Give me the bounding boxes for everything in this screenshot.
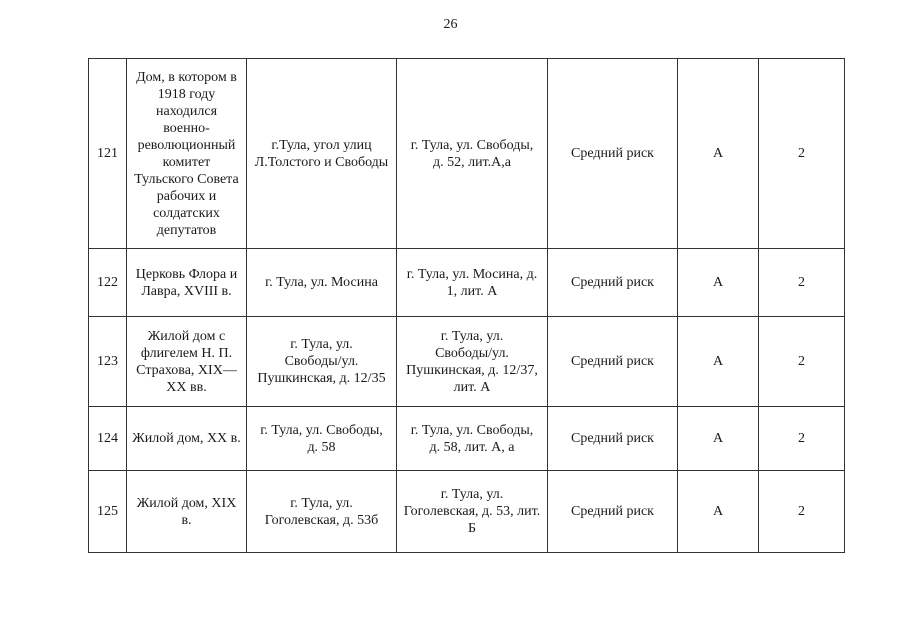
row-number: 122 <box>89 249 127 317</box>
risk-level: Средний риск <box>548 249 678 317</box>
period: 2 <box>759 249 845 317</box>
category: А <box>678 249 759 317</box>
object-name: Жилой дом, XIX в. <box>127 471 247 553</box>
heritage-objects-table <box>88 58 845 553</box>
risk-level: Средний риск <box>548 59 678 249</box>
object-name: Церковь Флора и Лавра, XVIII в. <box>127 249 247 317</box>
object-address: г. Тула, ул. Свободы/ул. Пушкинская, д. 12/37, лит. А <box>397 317 548 407</box>
table-row <box>89 407 845 471</box>
object-name: Жилой дом с флигелем Н. П. Страхова, XIX— XX вв. <box>127 317 247 407</box>
row-number: 123 <box>89 317 127 407</box>
category: А <box>678 317 759 407</box>
period: 2 <box>759 471 845 553</box>
object-location: г.Тула, угол улиц Л.Толстого и Свободы <box>247 59 397 249</box>
row-number: 125 <box>89 471 127 553</box>
page-number: 26 <box>443 17 458 32</box>
table-row <box>89 59 845 249</box>
table-row <box>89 471 845 553</box>
object-name: Жилой дом, XX в. <box>127 407 247 471</box>
risk-level: Средний риск <box>548 407 678 471</box>
period: 2 <box>759 59 845 249</box>
category: А <box>678 471 759 553</box>
object-location: г. Тула, ул. Мосина <box>247 249 397 317</box>
table-row <box>89 249 845 317</box>
category: А <box>678 407 759 471</box>
object-location: г. Тула, ул. Свободы/ул. Пушкинская, д. 12/35 <box>247 317 397 407</box>
object-location: г. Тула, ул. Гоголевская, д. 53б <box>247 471 397 553</box>
object-address: г. Тула, ул. Гоголевская, д. 53, лит. Б <box>397 471 548 553</box>
category: А <box>678 59 759 249</box>
object-address: г. Тула, ул. Свободы, д. 58, лит. А, а <box>397 407 548 471</box>
period: 2 <box>759 407 845 471</box>
object-address: г. Тула, ул. Свободы, д. 52, лит.А,а <box>397 59 548 249</box>
object-name: Дом, в котором в 1918 году находился военно- революционный комитет Тульского Совета рабочих и солдатских депутатов <box>127 59 247 249</box>
risk-level: Средний риск <box>548 471 678 553</box>
object-location: г. Тула, ул. Свободы, д. 58 <box>247 407 397 471</box>
object-address: г. Тула, ул. Мосина, д. 1, лит. А <box>397 249 548 317</box>
row-number: 121 <box>89 59 127 249</box>
risk-level: Средний риск <box>548 317 678 407</box>
row-number: 124 <box>89 407 127 471</box>
period: 2 <box>759 317 845 407</box>
table-row <box>89 317 845 407</box>
